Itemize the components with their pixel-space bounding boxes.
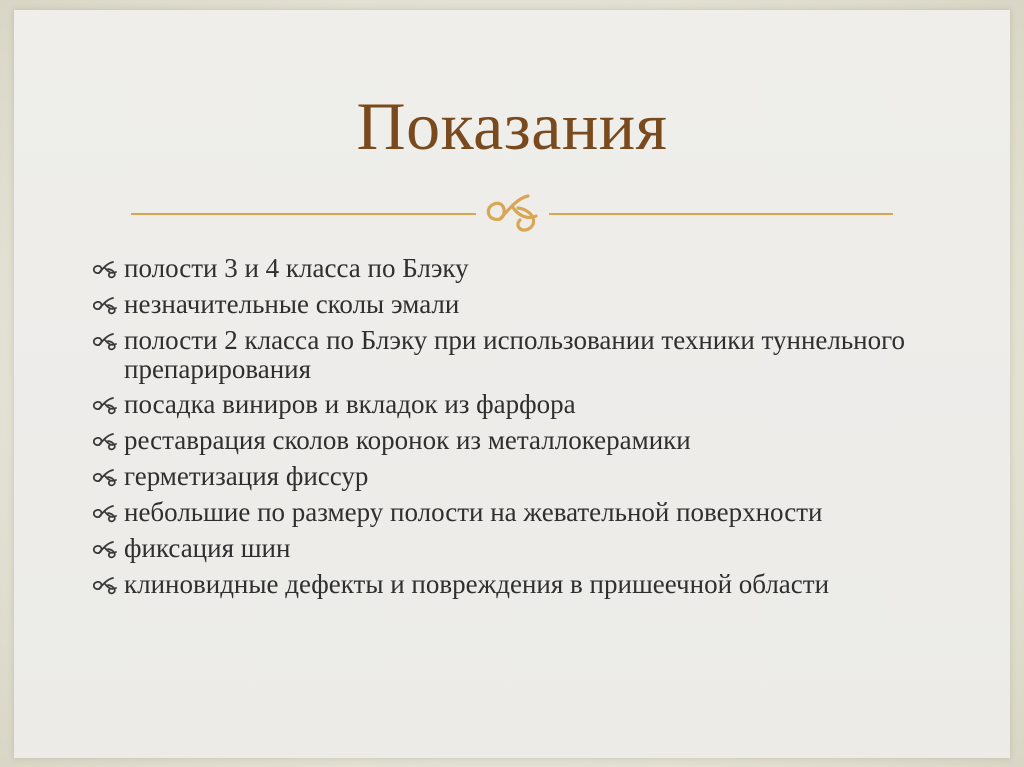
ornament-bullet-icon xyxy=(90,462,124,492)
list-item-text: фиксация шин xyxy=(124,533,291,563)
list-item xyxy=(90,426,910,456)
title-divider xyxy=(131,186,893,236)
ornament-bullet-icon xyxy=(90,254,124,284)
slide-title: Показания xyxy=(356,88,668,164)
ornament-bullet-icon xyxy=(90,498,124,528)
divider-line-right xyxy=(549,213,893,215)
ornament-bullet-icon xyxy=(90,390,124,420)
list-item xyxy=(90,326,910,384)
list-item-text: герметизация фиссур xyxy=(124,461,369,491)
list-item xyxy=(90,534,910,564)
list-item xyxy=(90,390,910,420)
list-item-text: реставрация сколов коронок из металлокерамики xyxy=(124,425,691,455)
ornament-bullet-icon xyxy=(90,570,124,600)
list-item xyxy=(90,570,910,600)
ornament-bullet-icon xyxy=(90,290,124,320)
ornament-bullet-icon xyxy=(90,534,124,564)
list-item xyxy=(90,498,910,528)
list-item-text: полости 2 класса по Блэку при использовании техники туннельного препарирования xyxy=(124,325,906,384)
list-item-text: полости 3 и 4 класса по Блэку xyxy=(124,253,469,283)
list-item-text: незначительные сколы эмали xyxy=(124,289,460,319)
list-item xyxy=(90,254,910,284)
list-item-text: небольшие по размеру полости на жевательной поверхности xyxy=(124,497,823,527)
ornament-bullet-icon xyxy=(90,326,124,356)
ornament-bullet-icon xyxy=(90,426,124,456)
divider-line-left xyxy=(131,213,476,215)
bullet-list xyxy=(90,254,910,606)
list-item xyxy=(90,462,910,492)
list-item xyxy=(90,290,910,320)
list-item-text: клиновидные дефекты и повреждения в пришеечной области xyxy=(124,569,830,599)
list-item-text: посадка виниров и вкладок из фарфора xyxy=(124,389,576,419)
ornament-flourish-icon xyxy=(478,186,548,236)
